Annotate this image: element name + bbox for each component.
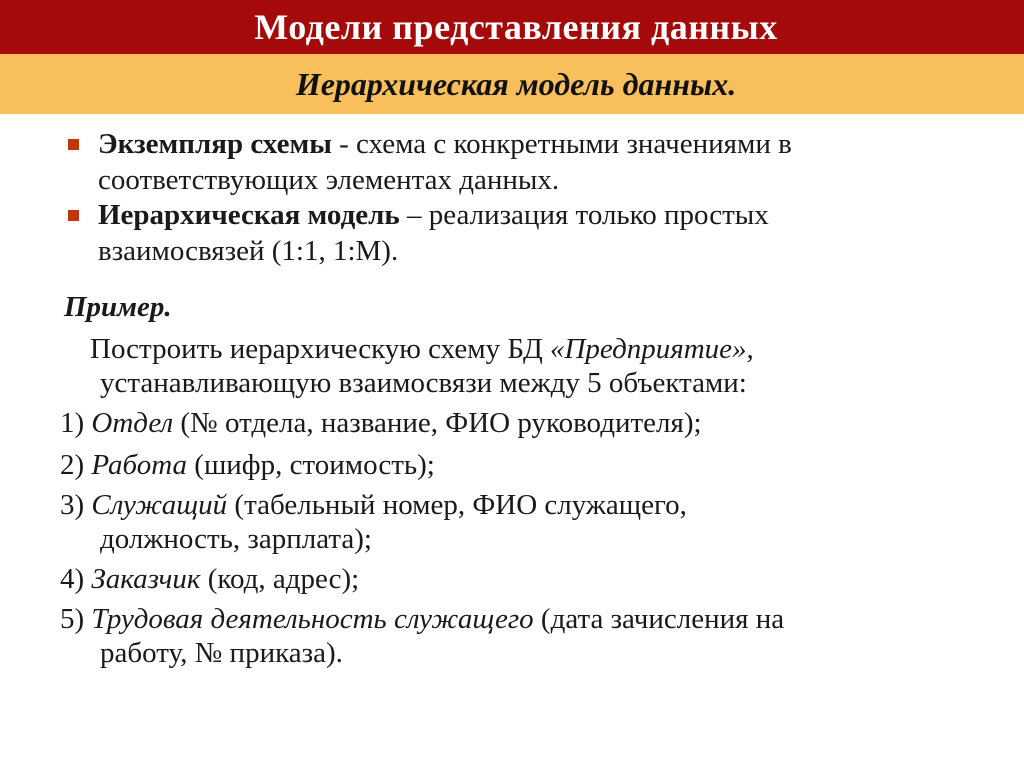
item-number: 2) bbox=[60, 449, 92, 481]
page-subtitle: Иерархическая модель данных. bbox=[295, 65, 737, 102]
db-name: «Предприятие», bbox=[549, 333, 754, 365]
entity-attrs: (табельный номер, ФИО служащего, bbox=[227, 489, 687, 521]
bullet-text-cont: соответствующих элементах данных. bbox=[98, 164, 560, 196]
entity-name: Трудовая деятельность служащего bbox=[91, 603, 534, 635]
entity-name: Работа bbox=[91, 449, 188, 481]
item-number: 5) bbox=[60, 603, 92, 635]
list-item bbox=[60, 561, 359, 597]
example-intro-cont: устанавливающую взаимосвязи между 5 объектами: bbox=[100, 367, 747, 399]
example-intro bbox=[90, 331, 754, 367]
square-bullet-icon bbox=[68, 139, 79, 150]
bullet-term: Иерархическая модель bbox=[98, 199, 400, 231]
bullet-item bbox=[98, 126, 978, 198]
item-number: 3) bbox=[60, 489, 92, 521]
bullet-term: Экземпляр схемы bbox=[98, 128, 332, 160]
page-title: Модели представления данных bbox=[254, 7, 778, 47]
entity-attrs: (дата зачисления на bbox=[533, 603, 785, 635]
entity-name: Заказчик bbox=[91, 563, 201, 595]
square-bullet-icon bbox=[68, 210, 79, 221]
entity-attrs: (код, адрес); bbox=[200, 563, 360, 595]
example-heading: Пример. bbox=[64, 291, 172, 323]
item-number: 1) bbox=[60, 407, 92, 439]
intro-text: Построить иерархическую схему БД bbox=[90, 333, 550, 365]
bullet-item bbox=[98, 197, 978, 269]
list-item bbox=[60, 447, 435, 483]
entity-attrs: (№ отдела, название, ФИО руководителя); bbox=[173, 407, 702, 439]
bullet-text: – реализация только простых bbox=[399, 199, 769, 231]
list-item-cont: работу, № приказа). bbox=[100, 637, 343, 669]
list-item-cont: должность, зарплата); bbox=[100, 523, 372, 555]
list-item bbox=[60, 487, 687, 523]
entity-name: Отдел bbox=[91, 407, 174, 439]
bullet-text-cont: взаимосвязей (1:1, 1:М). bbox=[98, 235, 399, 267]
list-item bbox=[60, 601, 784, 637]
list-item bbox=[60, 405, 702, 441]
entity-name: Служащий bbox=[91, 489, 228, 521]
entity-attrs: (шифр, стоимость); bbox=[187, 449, 435, 481]
item-number: 4) bbox=[60, 563, 92, 595]
bullet-text: - схема с конкретными значениями в bbox=[331, 128, 792, 160]
